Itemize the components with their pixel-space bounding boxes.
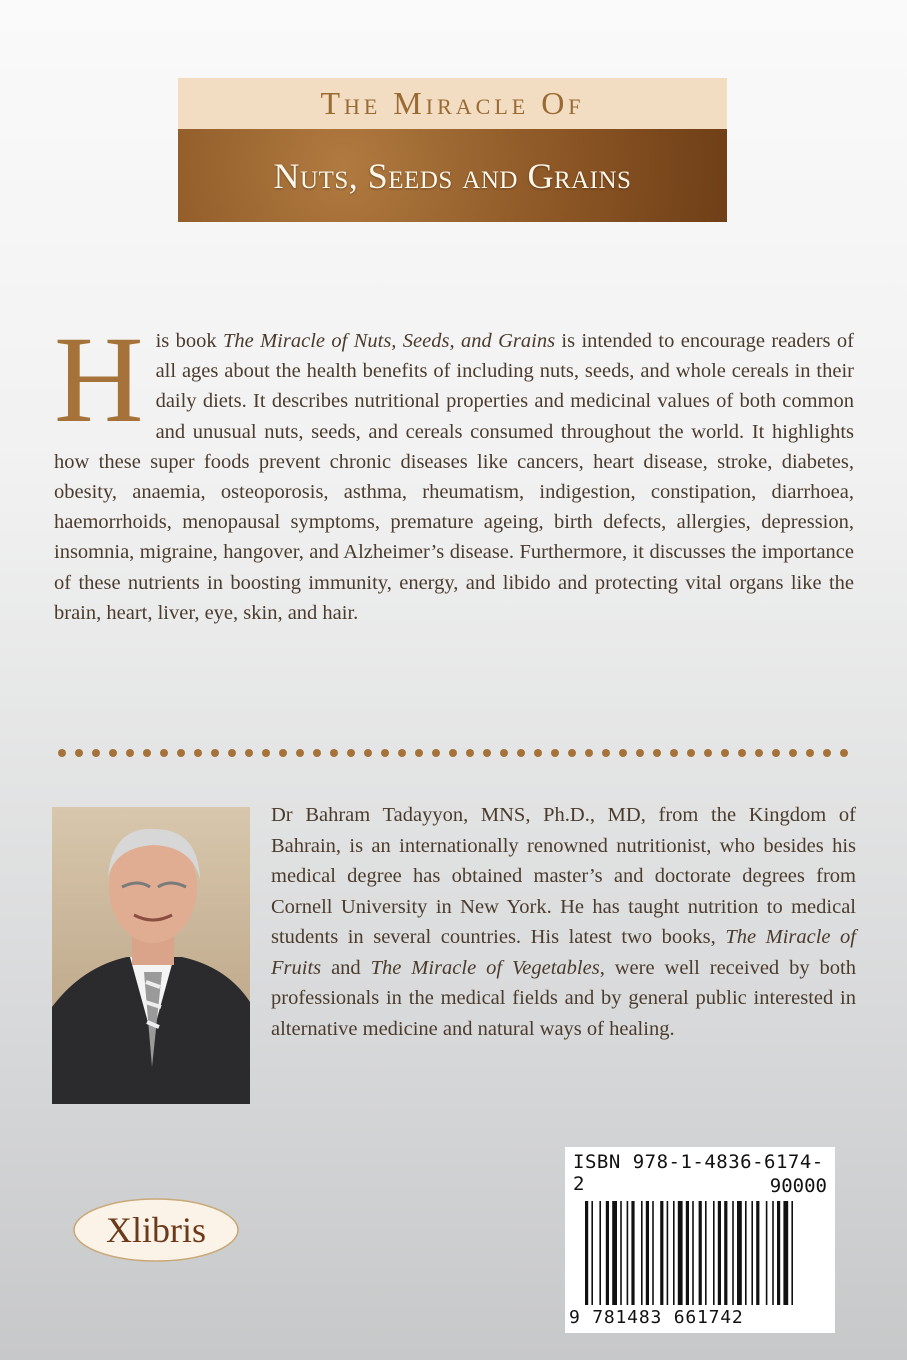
author-bio [271, 800, 856, 1044]
divider-dot [755, 749, 763, 757]
price-code: 90000 [769, 1175, 827, 1197]
barcode-bar [599, 1201, 601, 1305]
divider-dot [92, 749, 100, 757]
barcode-bar [756, 1201, 759, 1305]
divider-dot [347, 749, 355, 757]
divider-dot [279, 749, 287, 757]
barcode-bar [620, 1201, 622, 1305]
bio-book-1: The Miracle of Fruits [271, 926, 856, 979]
barcode-bar [627, 1201, 629, 1305]
barcode-bar [791, 1201, 793, 1305]
divider-dot [58, 749, 66, 757]
divider-dot [143, 749, 151, 757]
divider-dot [721, 749, 729, 757]
barcode-bar [673, 1201, 675, 1305]
barcode-bar [585, 1201, 588, 1305]
divider-dot [636, 749, 644, 757]
barcode-bar [686, 1201, 689, 1305]
divider-dot [228, 749, 236, 757]
barcode-bar [777, 1201, 780, 1305]
barcode-bar [692, 1201, 694, 1305]
barcode-bar [745, 1201, 747, 1305]
barcode-bar [612, 1201, 617, 1305]
divider-dot [806, 749, 814, 757]
divider-dot [534, 749, 542, 757]
barcode-bar [667, 1201, 669, 1305]
barcode-bar [737, 1201, 742, 1305]
divider-dot [262, 749, 270, 757]
barcode-bar [783, 1201, 788, 1305]
bio-text-3: , were well received by both professionals in the medical fields and by general public interested in alternative medicine and natural ways of healing. [271, 956, 856, 1040]
divider-dot [194, 749, 202, 757]
divider-dot [109, 749, 117, 757]
barcode-bars-icon [585, 1201, 817, 1305]
title-line-1: The Miracle Of [178, 78, 727, 129]
divider-dot [585, 749, 593, 757]
barcode-bar [591, 1201, 593, 1305]
divider-dot [449, 749, 457, 757]
barcode-bar [606, 1201, 609, 1305]
barcode-bar [652, 1201, 654, 1305]
divider-dot [177, 749, 185, 757]
barcode-bar [724, 1201, 727, 1305]
barcode-bar [772, 1201, 774, 1305]
divider-dot [381, 749, 389, 757]
divider-dot [789, 749, 797, 757]
divider-dot [738, 749, 746, 757]
xlibris-logo-icon [72, 1197, 240, 1263]
divider-dot [568, 749, 576, 757]
divider-dot [670, 749, 678, 757]
divider-dot [398, 749, 406, 757]
drop-cap: H [54, 311, 144, 448]
barcode-bar [766, 1201, 768, 1305]
title-line-2: Nuts, Seeds and Grains [178, 129, 727, 222]
isbn-number: ISBN 978-1-4836-6174-2 [573, 1151, 824, 1195]
ean-number: 9 781483 661742 [569, 1307, 744, 1328]
divider-dot [296, 749, 304, 757]
divider-dot [415, 749, 423, 757]
bio-text-2: and [321, 956, 371, 979]
barcode [565, 1147, 835, 1333]
blurb-text-1: is book [155, 330, 223, 352]
divider-dot [500, 749, 508, 757]
divider-dot [619, 749, 627, 757]
cover-title [178, 78, 727, 222]
blurb-book-title: The Miracle of Nuts, Seeds, and Grains [222, 330, 556, 352]
divider-dot [245, 749, 253, 757]
divider-dot [551, 749, 559, 757]
divider-dot [704, 749, 712, 757]
divider-dot [75, 749, 83, 757]
barcode-bar [718, 1201, 721, 1305]
barcode-bar [751, 1201, 753, 1305]
barcode-bar [732, 1201, 734, 1305]
logo-text: Xlibris [105, 1210, 207, 1250]
divider-dot [517, 749, 525, 757]
divider-dot [126, 749, 134, 757]
divider-dot [364, 749, 372, 757]
barcode-bar [713, 1201, 715, 1305]
divider-dot [160, 749, 168, 757]
barcode-bar [699, 1201, 702, 1305]
divider-dot [772, 749, 780, 757]
divider-dot [823, 749, 831, 757]
author-photo [52, 807, 250, 1104]
barcode-bar [705, 1201, 707, 1305]
divider-dot [483, 749, 491, 757]
barcode-bar [631, 1201, 634, 1305]
book-description [54, 311, 854, 628]
bio-text-1: Dr Bahram Tadayyon, MNS, Ph.D., MD, from the Kingdom of Bahrain, is an internationally renowned nutritionist, who besides his medical degree has obtained master’s and doctorate degrees from Cornell University in New York. He has taught nutrition to medical students in several countries. His latest two books, [271, 804, 856, 948]
author-portrait-icon [52, 807, 250, 1104]
barcode-bar [641, 1201, 643, 1305]
barcode-bar [660, 1201, 663, 1305]
dotted-divider [58, 745, 858, 761]
divider-dot [432, 749, 440, 757]
divider-dot [211, 749, 219, 757]
divider-dot [330, 749, 338, 757]
divider-dot [840, 749, 848, 757]
barcode-bar [678, 1201, 683, 1305]
divider-dot [466, 749, 474, 757]
publisher-logo [72, 1197, 240, 1263]
blurb-text-2: is intended to encourage readers of all ages about the health benefits of including nuts, seeds, and whole cereals in their daily diets. It describes nutritional properties and medicinal values of both common and unusual nuts, seeds, and cereals consumed throughout the world. It highlights how these super foods prevent chronic diseases like cancers, heart disease, stroke, diabetes, obesity, anaemia, osteoporosis, asthma, rheumatism, indigestion, constipation, diarrhoea, haemorrhoids, menopausal symptoms, premature ageing, birth defects, allergies, depression, insomnia, migraine, hangover, and Alzheimer’s disease. Furthermore, it discusses the importance of these nutrients in boosting immunity, energy, and libido and protecting vital organs like the brain, heart, liver, eye, skin, and hair. [54, 330, 854, 624]
divider-dot [653, 749, 661, 757]
bio-book-2: The Miracle of Vegetables [370, 956, 600, 979]
divider-dot [602, 749, 610, 757]
divider-dot [687, 749, 695, 757]
divider-dot [313, 749, 321, 757]
barcode-bar [646, 1201, 649, 1305]
